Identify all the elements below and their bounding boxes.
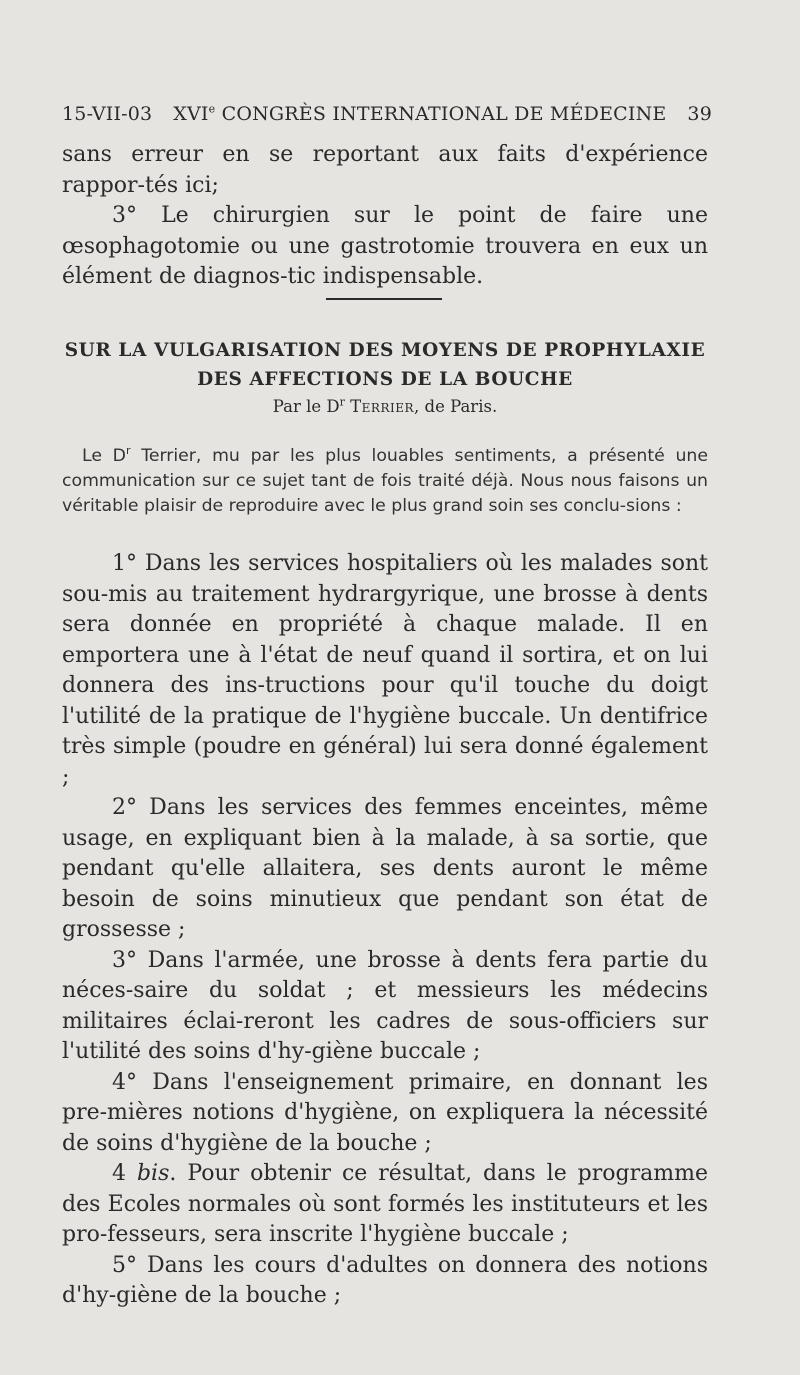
author-prefix: Par le D [272,397,340,416]
paragraph-continuation: sans erreur en se reportant aux faits d'expérience rappor-tés ici; [62,142,708,198]
header-date: 15-VII-03 [62,103,153,125]
editor-summary [62,444,708,518]
summary-text: Terrier, mu par les plus louables sentiments, a présenté une communication sur ce sujet tant de fois traité déjà. Nous nous faisons un véritable plaisir de reproduire avec le plus grand soin ses conclu-sions : [62,446,708,516]
conclusions-list [62,549,708,1312]
author-sup: r [339,395,345,409]
congress-title: CONGRÈS INTERNATIONAL DE MÉDECINE [215,103,667,125]
item-bis-text: . Pour obtenir ce résultat, dans le programme des Ecoles normales où sont formés les instituteurs et les pro-fesseurs, sera inscrite l'hygiène buccale ; [62,1161,708,1247]
conclusion-item-3: 3° Dans l'armée, une brosse à dents fera partie du néces-saire du soldat ; et messieurs les médecins militaires éclai-reront les cadres de sous-officiers sur l'utilité des soins d'hy-giène buccale ; [62,947,708,1064]
item-bis-label: bis [136,1161,170,1186]
conclusion-item-5: 5° Dans les cours d'adultes on donnera des notions d'hy-giène de la bouche ; [62,1252,708,1308]
continued-text [62,140,708,293]
summary-prefix: Le D [82,446,126,466]
paragraph-item-3-previous: 3° Le chirurgien sur le point de faire une œsophagotomie ou une gastrotomie trouvera en eux un élément de diagnos-tic indispensable. [62,203,708,289]
conclusion-item-1: 1° Dans les services hospitaliers où les malades sont sou-mis au traitement hydrargyrique, une brosse à dents sera donnée en propriété à chaque malade. Il en emportera une à l'état de neuf quand il sortira, et on lui donnera des ins-tructions pour qu'il touche du doigt l'utilité de la pratique de l'hygiène buccale. Un dentifrice très simple (poudre en général) lui sera donné également ; [62,551,708,790]
item-bis-number: 4 [112,1161,137,1186]
title-line-2: DES AFFECTIONS DE LA BOUCHE [197,369,573,390]
conclusion-item-4: 4° Dans l'enseignement primaire, en donnant les pre-mières notions d'hygiène, on expliquera la nécessité de soins d'hygiène de la bouche ; [62,1069,708,1156]
title-line-1: SUR LA VULGARISATION DES MOYENS DE PROPHYLAXIE [64,340,706,361]
page-number: 39 [687,103,712,125]
author-line [62,397,708,416]
author-name: Terrier [350,397,415,416]
summary-sup: r [125,444,131,458]
header-congress [173,103,666,125]
conclusion-item-2: 2° Dans les services des femmes enceintes, même usage, en expliquant bien à la malade, à sa sortie, que pendant qu'elle allaitera, ses dents auront le même besoin de soins minutieux que pendant son état de grossesse ; [62,795,708,942]
running-header [62,103,712,125]
author-suffix: , de Paris. [414,397,498,416]
article-title [62,336,708,394]
congress-number: XVI [173,103,209,125]
congress-sup: e [208,102,216,116]
conclusion-item-4-bis [62,1159,708,1251]
section-divider [326,298,442,300]
